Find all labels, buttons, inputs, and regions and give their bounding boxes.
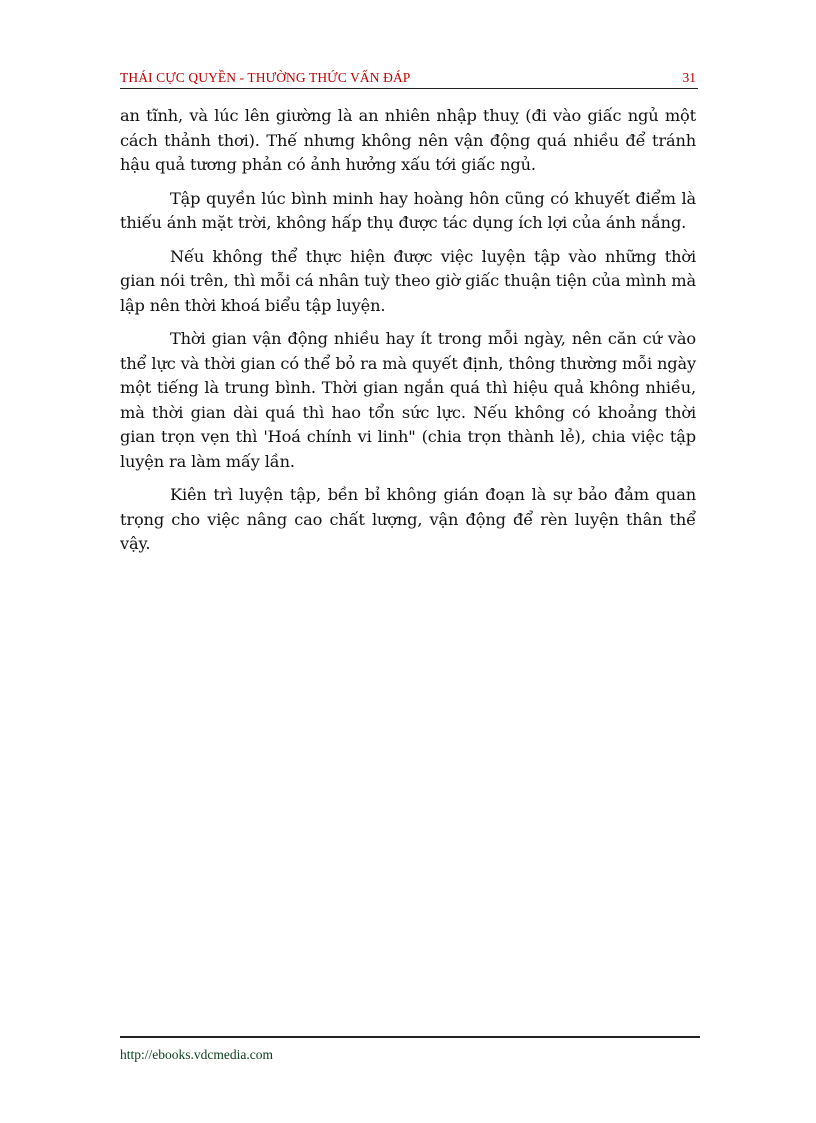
page-body xyxy=(120,104,696,566)
paragraph-continuation: an tĩnh, và lúc lên giường là an nhiên nhập thuỵ (đi vào giấc ngủ một cách thảnh thơi). Thế nhưng không nên vận động quá nhiều để tránh hậu quả tương phản có ảnh hưởng xấu tới giấc ngủ. xyxy=(120,106,696,174)
page-footer xyxy=(120,1036,700,1062)
paragraph-duration: Thời gian vận động nhiều hay ít trong mỗi ngày, nên căn cứ vào thể lực và thời gian có thể bỏ ra mà quyết định, thông thường mỗi ngày một tiếng là trung bình. Thời gian ngắn quá thì hiệu quả không nhiều, mà thời gian dài quá thì hao tổn sức lực. Nếu không có khoảng thời gian trọn vẹn thì 'Hoá chính vi linh" (chia trọn thành lẻ), chia việc tập luyện ra làm mấy lần. xyxy=(120,329,697,471)
page-header xyxy=(120,66,698,89)
footer-link[interactable]: http://ebooks.vdcmedia.com xyxy=(120,1047,273,1062)
paragraph-schedule: Nếu không thể thực hiện được việc luyện tập vào những thời gian nói trên, thì mỗi cá nhân tuỳ theo giờ giấc thuận tiện của mình mà lập nên thời khoá biểu tập luyện. xyxy=(120,246,696,315)
running-title: THÁI CỰC QUYỀN - THƯỜNG THỨC VẤN ĐÁP xyxy=(120,70,411,85)
page-number: 31 xyxy=(682,70,696,85)
paragraph-persistence: Kiên trì luyện tập, bền bỉ không gián đoạn là sự bảo đảm quan trọng cho việc nâng cao chất lượng, vận động để rèn luyện thân thể vậy. xyxy=(120,485,696,553)
paragraph-sunlight: Tập quyền lúc bình minh hay hoàng hôn cũng có khuyết điểm là thiếu ánh mặt trời, không hấp thụ được tác dụng ích lợi của ánh nắng. xyxy=(120,188,696,232)
